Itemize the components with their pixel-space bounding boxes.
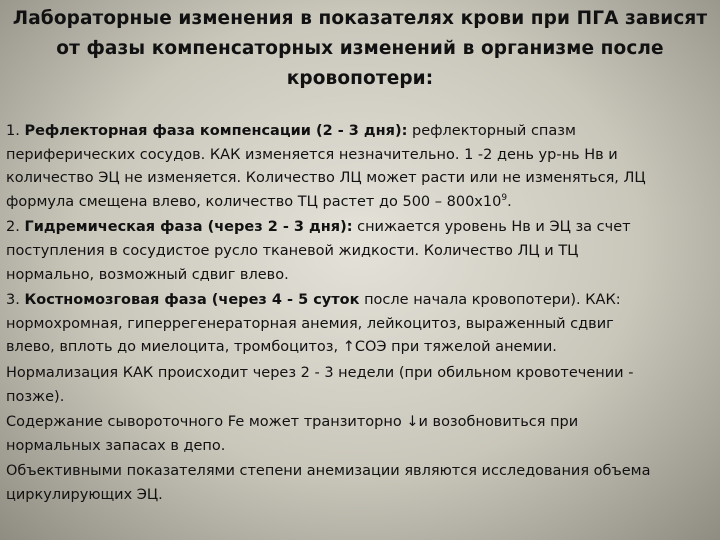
- paragraph-normalization: [6, 362, 714, 409]
- paragraph-text: нормохромная, гиперрегенераторная анемия, лейкоцитоз, выраженный сдвиг: [6, 315, 614, 332]
- item-number: 1.: [6, 123, 25, 139]
- paragraph-reflex-phase: [6, 120, 714, 214]
- title-line-3: кровопотери:: [286, 68, 434, 89]
- paragraph-text: после начала кровопотери). КАК:: [359, 292, 621, 309]
- paragraph-hydremic-phase: [6, 216, 714, 287]
- paragraph-text: снижается уровень Нв и ЭЦ за счет: [352, 219, 631, 236]
- phase-heading: Гидремическая фаза (через 2 - 3 дня):: [24, 219, 353, 236]
- phase-heading: Рефлекторная фаза компенсации (2 - 3 дня):: [24, 123, 408, 139]
- paragraph-bone-marrow-phase: [6, 289, 714, 360]
- paragraph-text: нормально, возможный сдвиг влево.: [6, 266, 289, 283]
- superscript-exponent: 9: [501, 192, 508, 203]
- paragraph-text: поступления в сосудистое русло тканевой жидкости. Количество ЛЦ и ТЦ: [6, 242, 579, 259]
- paragraph-objective-indicators: [6, 460, 714, 507]
- paragraph-serum-iron: [6, 411, 714, 458]
- phase-heading: Костномозговая фаза (через 4 - 5 суток: [24, 292, 360, 309]
- slide-body: [6, 120, 714, 510]
- title-line-1: Лабораторные изменения в показателях крови при ПГА зависят: [12, 8, 708, 29]
- paragraph-text: рефлекторный спазм: [407, 123, 576, 139]
- item-number: 2.: [6, 219, 25, 236]
- paragraph-text: циркулирующих ЭЦ.: [6, 486, 163, 503]
- paragraph-text: количество ЭЦ не изменяется. Количество ЛЦ может расти или не изменяться, ЛЦ: [6, 170, 646, 187]
- paragraph-text: Нормализация КАК происходит через 2 - 3 недели (при обильном кровотечении -: [6, 364, 634, 381]
- title-line-2: от фазы компенсаторных изменений в организме после: [56, 38, 664, 59]
- paragraph-text: формула смещена влево, количество ТЦ растет до 500 – 800х10: [6, 193, 502, 210]
- paragraph-text: периферических сосудов. КАК изменяется незначительно. 1 -2 день ур-нь Нв и: [6, 146, 618, 163]
- slide-title: [10, 4, 710, 94]
- paragraph-text: влево, вплоть до миелоцита, тромбоцитоз, ↑СОЭ при тяжелой анемии.: [6, 339, 557, 356]
- paragraph-text: Содержание сывороточного Fe может транзиторно ↓и возобновиться при: [6, 414, 579, 431]
- paragraph-text: нормальных запасах в депо.: [6, 437, 226, 454]
- paragraph-text: Объективными показателями степени анемизации являются исследования объема: [6, 463, 651, 480]
- item-number: 3.: [6, 292, 25, 309]
- paragraph-text: .: [507, 193, 512, 210]
- paragraph-text: позже).: [6, 388, 65, 405]
